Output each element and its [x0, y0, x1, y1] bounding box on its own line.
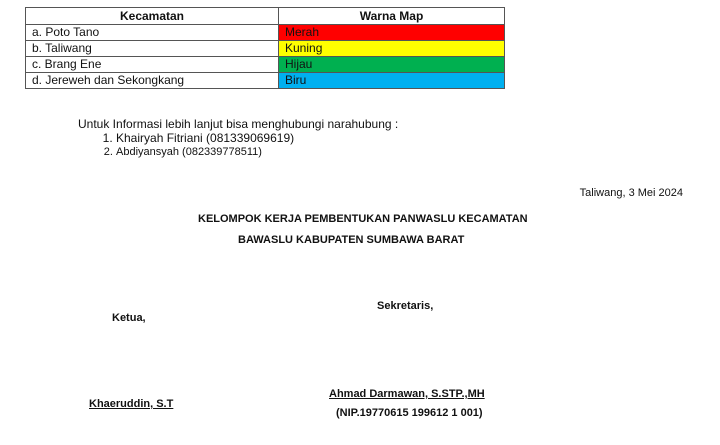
color-cell: Merah [279, 25, 505, 41]
ketua-title: Ketua, [112, 312, 146, 324]
contact-item: 1. Khairyah Fitriani (081339069619) [116, 131, 398, 145]
sekretaris-nip: (NIP.19770615 199612 1 001) [336, 407, 483, 419]
sekretaris-name: Ahmad Darmawan, S.STP.,MH [329, 388, 485, 400]
org-line-1: KELOMPOK KERJA PEMBENTUKAN PANWASLU KECAMATAN [198, 213, 528, 225]
place-date: Taliwang, 3 Mei 2024 [579, 187, 683, 199]
org-line-2: BAWASLU KABUPATEN SUMBAWA BARAT [238, 234, 465, 246]
sekretaris-title: Sekretaris, [377, 300, 434, 312]
kecamatan-cell: b. Taliwang [26, 41, 279, 57]
table-row [26, 57, 505, 73]
header-warna-map: Warna Map [279, 8, 505, 25]
table-row [26, 25, 505, 41]
table-header-row [26, 8, 505, 25]
table-row [26, 41, 505, 57]
kecamatan-cell: d. Jereweh dan Sekongkang [26, 73, 279, 89]
color-cell: Hijau [279, 57, 505, 73]
ketua-name: Khaeruddin, S.T [89, 398, 174, 410]
table-row [26, 73, 505, 89]
color-cell: Kuning [279, 41, 505, 57]
header-kecamatan: Kecamatan [26, 8, 279, 25]
color-cell: Biru [279, 73, 505, 89]
kecamatan-cell: a. Poto Tano [26, 25, 279, 41]
contact-list [78, 131, 398, 159]
kecamatan-cell: c. Brang Ene [26, 57, 279, 73]
contact-info [78, 117, 398, 159]
kecamatan-color-table [25, 7, 505, 89]
contact-item: 2. Abdiyansyah (082339778511) [116, 145, 398, 159]
contact-intro: Untuk Informasi lebih lanjut bisa menghubungi narahubung : [78, 117, 399, 131]
